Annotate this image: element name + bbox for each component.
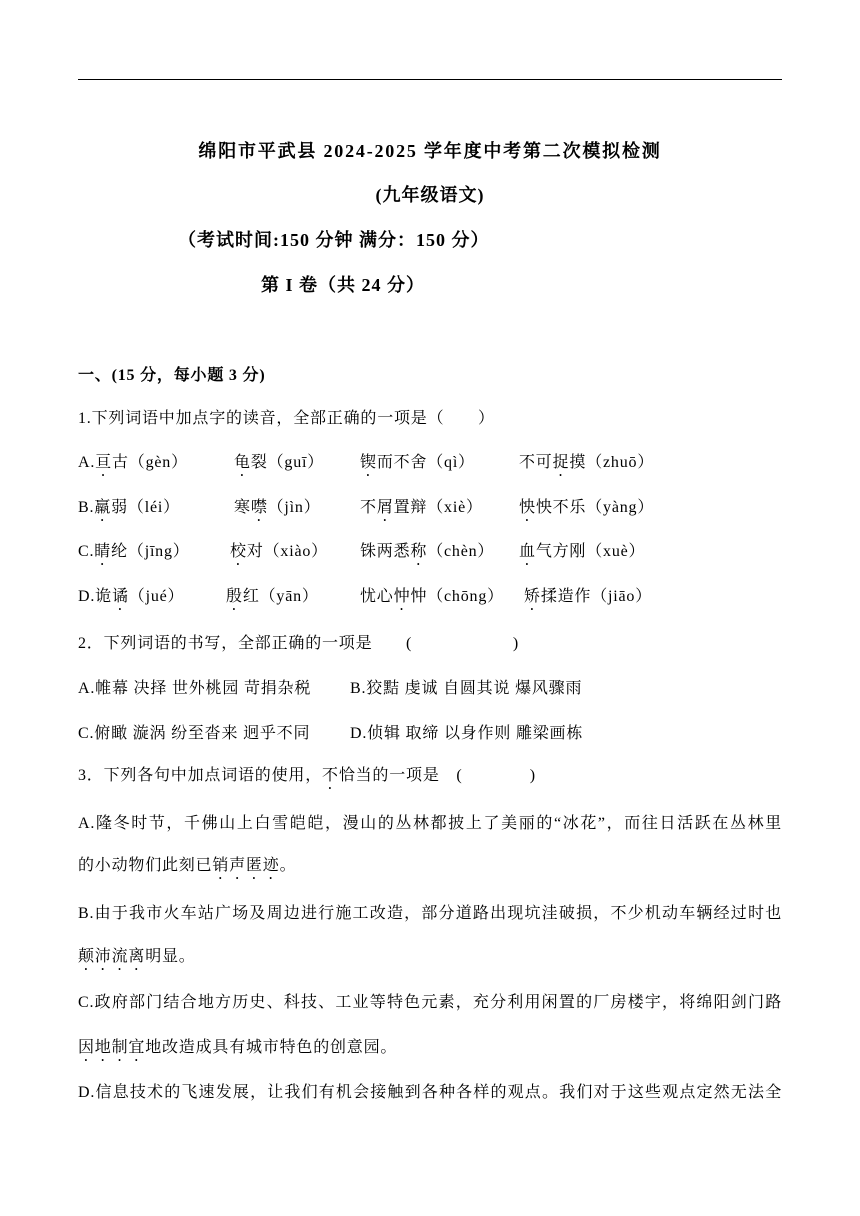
text-segment: 弱（léi） (111, 499, 180, 516)
text-segment: 裂（guī） (250, 454, 325, 471)
text-segment: 的小动物们此刻已 (78, 857, 213, 874)
option-item (360, 585, 504, 614)
text-segment: 明显。 (145, 948, 196, 965)
emphasis-dotted-text: 忡 (393, 588, 411, 605)
emphasis-dotted-text: 销声匿迹 (212, 857, 280, 874)
emphasis-dotted-text: 因地制宜 (78, 1039, 146, 1056)
text-segment: C. (78, 543, 95, 560)
emphasis-dotted-text: 龟 (234, 454, 251, 471)
question-1-option-row-b (78, 496, 782, 520)
text-segment: 忡（chōng） (410, 588, 504, 605)
text-segment: A. (78, 454, 96, 471)
text-segment: C.政府部门结合地方历史、科技、工业等特色元素，充分利用闲置的厂房楼宇，将绵阳剑门路 (78, 994, 782, 1011)
question-3-option-c-line (78, 991, 782, 1015)
text-segment: 怏不乐（yàng） (535, 499, 655, 516)
question-3-stem (78, 764, 782, 788)
option-item (78, 540, 190, 569)
option-item (519, 496, 654, 525)
text-segment: 红（yān） (242, 588, 319, 605)
text-segment: （jué） (128, 588, 185, 605)
option-item (234, 496, 321, 525)
text-segment: A.隆冬时节，千佛山上白雪皑皑，漫山的丛林都披上了美丽的“冰花”，而往日活跃在丛林里 (78, 815, 782, 832)
emphasis-dotted-text: 称 (410, 543, 428, 560)
text-segment: 忧心 (360, 588, 394, 605)
option-a: A.帷幕 决择 世外桃园 苛捐杂税 (78, 680, 312, 697)
emphasis-dotted-text: 颠沛流离 (78, 948, 146, 965)
emphasis-dotted-text: 校 (230, 543, 247, 560)
text-segment: 而不舍（qì） (376, 454, 475, 471)
option-item (78, 451, 188, 480)
emphasis-dotted-text: 殷 (226, 588, 243, 605)
emphasis-dotted-text: 屑 (376, 499, 394, 516)
option-b: B.狡黠 虔诚 自圆其说 爆风骤雨 (350, 680, 583, 697)
question-3-option-a-line (78, 812, 782, 836)
question-3-option-a-line (78, 854, 782, 878)
option-item (519, 451, 654, 480)
emphasis-dotted-text: 噤 (250, 499, 268, 516)
document-title: 绵阳市平武县 2024-2025 学年度中考第二次模拟检测 (198, 141, 662, 161)
text-segment: B. (78, 499, 95, 516)
text-segment: 气方刚（xuè） (535, 543, 646, 560)
option-item (230, 540, 328, 569)
text-segment: 3．下列各句中加点词语的使用， (78, 767, 323, 784)
text-segment: 恰当的一项是 ( ) (338, 767, 536, 784)
text-segment: （jìn） (267, 499, 321, 516)
text-segment: 对（xiào） (246, 543, 328, 560)
question-3-option-d-line (78, 1081, 782, 1105)
question-2-option-row (78, 722, 782, 746)
emphasis-dotted-text: 睛 (94, 543, 112, 560)
option-item (360, 540, 494, 569)
header-rule (78, 79, 782, 80)
question-2-stem: 2．下列词语的书写，全部正确的一项是 ( ) (78, 635, 520, 652)
text-segment: 不 (360, 499, 377, 516)
emphasis-dotted-text: 矫 (524, 588, 541, 605)
question-1-stem: 1.下列词语中加点字的读音，全部正确的一项是（ ） (78, 410, 495, 427)
option-d: D.侦辑 取缔 以身作则 雕梁画栋 (350, 725, 584, 742)
option-c: C.俯瞰 漩涡 纷至沓来 迥乎不同 (78, 725, 311, 742)
text-segment: 摸（zhuō） (569, 454, 655, 471)
option-item (226, 585, 319, 614)
option-item (360, 496, 483, 525)
option-item (78, 585, 184, 614)
text-segment: B.由于我市火车站广场及周边进行施工改造，部分道路出现坑洼破损，不少机动车辆经过时也 (78, 905, 782, 922)
text-segment: 地改造成具有城市特色的创意园。 (145, 1039, 398, 1056)
emphasis-dotted-text: 不 (322, 767, 339, 784)
question-3-option-c-line (78, 1036, 782, 1060)
option-item (519, 540, 645, 569)
option-item (360, 451, 475, 480)
question-2-option-row (78, 677, 782, 701)
emphasis-dotted-text: 血 (519, 543, 536, 560)
exam-info: （考试时间:150 分钟 满分：150 分） (178, 230, 490, 250)
emphasis-dotted-text: 锲 (360, 454, 377, 471)
text-segment: 纶（jīng） (111, 543, 190, 560)
option-item (234, 451, 324, 480)
grade-subject: (九年级语文) (375, 185, 485, 205)
text-segment: 揉造作（jiāo） (540, 588, 653, 605)
volume-title: 第 I 卷（共 24 分） (261, 275, 426, 295)
question-1-option-row-d (78, 585, 782, 609)
option-item (524, 585, 652, 614)
text-segment: 不可 (519, 454, 553, 471)
text-segment: 古（gèn） (111, 454, 188, 471)
text-segment: （chèn） (427, 543, 495, 560)
emphasis-dotted-text: 谲 (111, 588, 129, 605)
question-3-option-b-line (78, 945, 782, 969)
text-segment: 置辩（xiè） (393, 499, 483, 516)
emphasis-dotted-text: 羸 (94, 499, 112, 516)
emphasis-dotted-text: 亘 (95, 454, 112, 471)
question-1-option-row-c (78, 540, 782, 564)
text-segment: D.诡 (78, 588, 112, 605)
text-segment: D.信息技术的飞速发展，让我们有机会接触到各种各样的观点。我们对于这些观点定然无法全 (78, 1084, 782, 1101)
text-segment: 。 (279, 857, 297, 874)
emphasis-dotted-text: 捉 (552, 454, 570, 471)
text-segment: 铢两悉 (360, 543, 411, 560)
question-3-option-b-line (78, 902, 782, 926)
option-item (78, 496, 180, 525)
text-segment: 寒 (234, 499, 251, 516)
question-1-option-row-a (78, 451, 782, 475)
emphasis-dotted-text: 怏 (519, 499, 536, 516)
section-heading: 一、(15 分，每小题 3 分) (78, 367, 266, 384)
